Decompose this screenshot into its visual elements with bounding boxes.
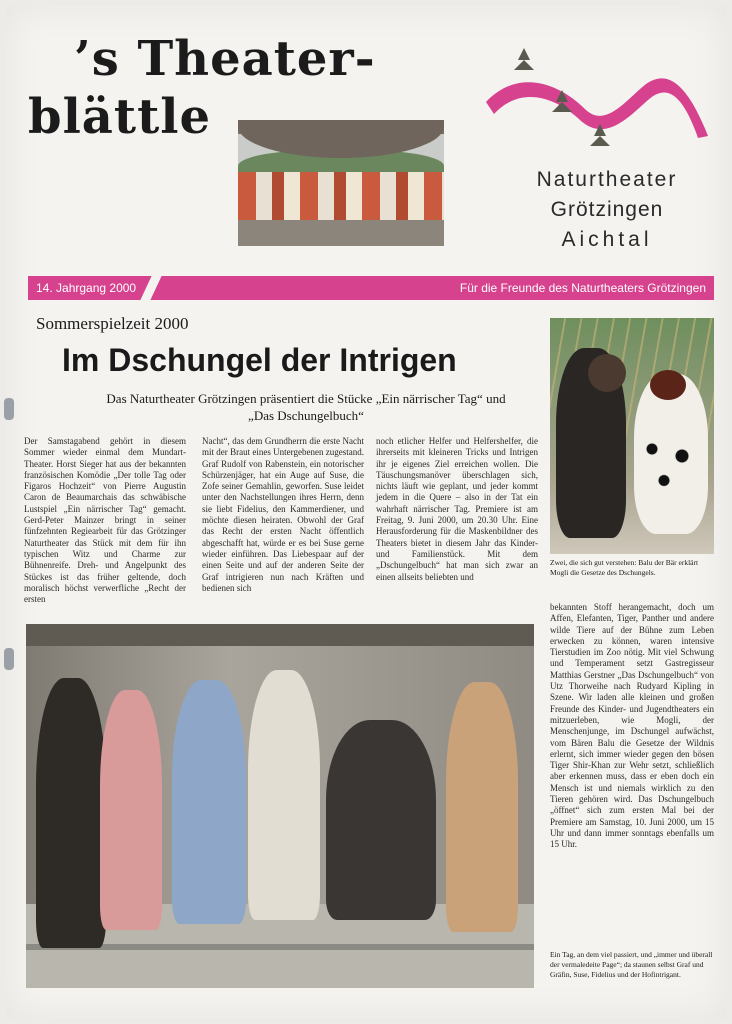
binder-hole (4, 398, 14, 420)
brand-naturtheater: Naturtheater (536, 168, 678, 191)
brand-groetzingen: Grötzingen (550, 198, 664, 221)
band-notch (140, 276, 161, 300)
stage-beam (26, 624, 534, 646)
issue-year: 14. Jahrgang 2000 (36, 281, 137, 295)
jungle-book-photo (550, 318, 714, 554)
photo-bear-mask (588, 354, 626, 392)
stage-photo-caption: Ein Tag, an dem viel passiert, und „immer und überall der vermaledeite Page“; da staunen selbst Graf und Gräfin, Suse, Fidelius und der Hofintrigant. (550, 950, 713, 979)
newsletter-page (6, 6, 726, 1018)
article-subheadline: Das Naturtheater Grötzingen präsentiert die Stücke „Ein närrischer Tag“ und „Das Dschungelbuch“ (106, 391, 506, 423)
actor-figure (326, 720, 436, 920)
stage-cast-photo (26, 624, 534, 988)
article-column-4: bekannten Stoff herangemacht, doch um Affen, Elefanten, Tiger, Panther und andere wilde Tiere auf der Bühne zum Leben erwecken zu können, waren intensive Tierstudien im Zoo nötig. Mit viel Schwung und Temperament setzt Gastregisseur Matthias Gerstner „Das Dschungelbuch“ von Utz Thorweihe nach Rudyard Kipling in Szene. Wir laden alle kleinen und großen Freunde des Kinder- und Jugendtheaters ein mitzuerleben, wie Mogli, der Menschenjunge, im Dschungel aufwächst, vom Bären Balu die Gesetze der Wildnis erlernt, sich immer wieder gegen den bösen Tiger Shir-Khan zur Wehr setzt, schließlich aber erkennen muss, dass er eben doch ein Mensch ist und niemals wirklich zu den Tieren gehören wird. Das Dschungelbuch „öffnet“ sich zum ersten Mal bei der Premiere am Samstag, 10. Juni 2000, um 15 Uhr und dann immer sonntags ebenfalls um 15 Uhr. (550, 602, 714, 850)
masthead-title-line2: blättle (28, 89, 212, 145)
jungle-book-caption: Zwei, die sich gut verstehen: Balu der Bär erklärt Mogli die Gesetze des Dschungels. (550, 558, 699, 577)
article-column-1: Der Samstagabend gehört in diesem Sommer wieder einmal dem Mundart-Theater. Horst Sieger hat aus der bekannten französischen Komödie „Der tolle Tag oder Figaros Hochzeit“ von Pierre Augustin Caron de Beaumarchais das schwäbische Lustspiel „Ein närrischer Tag“ gemacht. Gerd-Peter Mainzer bringt in seiner fünfzehnten Regiearbeit für das Grötzinger Naturtheater das Stück mit dem für ihn typischen Witz und Charme zur Bühnenreife. Dreh- und Angelpunkt des Stückes ist das früher geltende, doch moralisch höchst verwerfliche „Recht der ersten (24, 436, 186, 605)
photo-houses (238, 172, 444, 226)
photo-ground (238, 220, 444, 246)
photo-costume-spots (640, 428, 700, 498)
section-label: Sommerspielzeit 2000 (36, 314, 189, 333)
article-column-2: Nacht“, das dem Grundherrn die erste Nacht mit der Braut eines Untergebenen zugestand. Graf Rudolf von Rabenstein, ein notorischer Schürzenjäger, hat ein Auge auf Suse, die Zofe seiner Gemahlin, geworfen. Suse leidet unter den Nachstellungen ihres Herrn, denn sie liebt Fidelius, den Kammerdiener, und möchte diesen heiraten. Obwohl der Graf das Recht der ersten Nacht öffentlich abgeschafft hat, würde er es bei Suse gerne wieder einführen. Das Liebespaar auf der einen Seite und auf der anderen Seite der Graf intrigieren nun nach Kräften und bedienen sich (202, 436, 364, 593)
article-column-3: noch etlicher Helfer und Helfershelfer, die ihrerseits mit kleineren Tricks und Intrigen ihr je eigenes Ziel erreichen wollen. Die Täuschungsmanöver überschlagen sich, nichts läuft wie geplant, und jeder kommt jedem in die Quere – also in der Tat ein wahrhaft närrischer Tag. Premiere ist am Freitag, 9. Juni 2000, um 20.30 Uhr. Eine Herausforderung für die Maskenbildner des Theaters bietet in diesem Jahr das Kinder- und Familienstück. Mit dem „Dschungelbuch“ hat man sich zwar an einen allseits beliebten und (376, 436, 538, 582)
actor-figure (36, 678, 106, 948)
masthead-title-line1: ’s Theater- (74, 31, 376, 87)
issue-tagline: Für die Freunde des Naturtheaters Grötzingen (459, 281, 706, 295)
village-set-photo (238, 120, 444, 246)
actor-figure (248, 670, 320, 920)
actor-figure (172, 680, 246, 924)
actor-figure (100, 690, 162, 930)
photo-mogli-hair (650, 370, 686, 400)
brand-aichtal: Aichtal (561, 228, 653, 251)
issue-band (28, 276, 714, 300)
naturtheater-logo-icon (476, 40, 716, 150)
binder-hole (4, 648, 14, 670)
actor-figure (446, 682, 518, 932)
article-headline: Im Dschungel der Intrigen (62, 342, 457, 378)
